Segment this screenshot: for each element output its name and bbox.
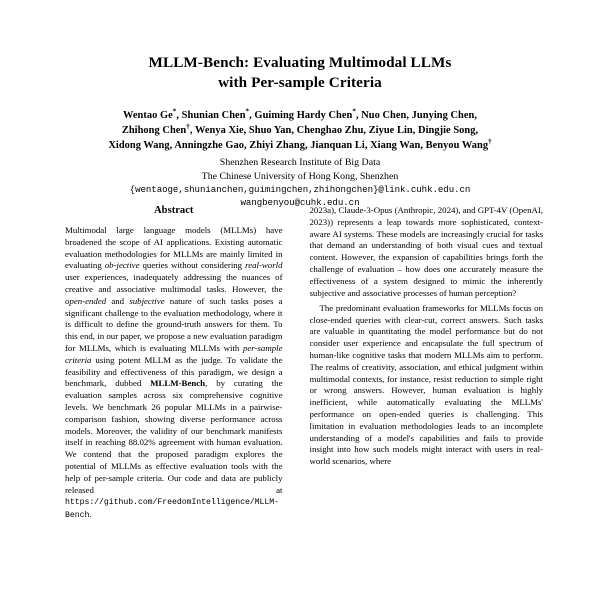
abstract-seg-1: Multimodal large language models (MLLMs) have broadened the scope of AI applications. Existing automatic evaluation methodologies for MLLMs are mainly limited in evaluating xyxy=(65,225,283,271)
author-list xyxy=(57,93,543,153)
author-marker-asterisk: * xyxy=(352,107,356,116)
intro-paragraph-1: 2023a), Claude-3-Opus (Anthropic, 2024), and GPT-4V (OpenAI, 2023)) represents a leap towards more sophisticated, context-aware AI systems. These models are increasingly crucial for tasks that demand an understanding of both visual cues and textual content. However, the expansion of capabilities brings forth the challenge of evaluation – how does one accurately measure the effectiveness of a system designed to mimic the inherently subjective and associative processes of human perception? xyxy=(309,205,543,298)
abstract-seg-4: and xyxy=(106,295,130,306)
author-marker-asterisk: * xyxy=(245,107,250,116)
abstract-seg-7: , by curating the evaluation samples across six comprehensive cognitive levels. We benchmark 26 popular MLLMs in a pairwise-comparison fashion, showing diverse performance across models. Moreover, the validity of our benchmark manifests itself in reaching 88.02% agreement with human evaluation. We contend that the proposed paradigm explores the potential of MLLMs as effective evaluation tools with the help of per-sample criteria. Our code and data are publicly released at xyxy=(65,378,283,495)
abstract-italic-3: open-ended xyxy=(65,295,107,306)
abstract-seg-6: using potent MLLM as the judge. To validate the feasibility and effectiveness of this paradigm, we design a benchmark, dubbed xyxy=(65,354,283,389)
email-line-2: wangbenyou@cuhk.edu.cn xyxy=(240,197,360,209)
abstract-italic-4: subjective xyxy=(129,295,165,306)
title-line-2: with Per-sample Criteria xyxy=(218,74,382,92)
author-marker-asterisk: * xyxy=(172,107,177,116)
abstract-italic-1: ob-jective xyxy=(104,260,140,271)
abstract-italic-2: real-world xyxy=(245,260,283,271)
author-line-2: Zhihong Chen†, Wenya Xie, Shuo Yan, Chenghao Zhu, Ziyue Lin, Dingjie Song, xyxy=(121,122,479,137)
page-title xyxy=(57,0,543,93)
abstract-seg-8: . xyxy=(89,509,92,520)
abstract-seg-2: queries without considering xyxy=(139,260,246,271)
abstract-seg-3: user experiences, inadequately addressing the nuances of creative and associative multimodal tasks. However, the xyxy=(65,272,283,294)
affiliation-block xyxy=(57,153,543,183)
author-marker-dagger: † xyxy=(186,122,190,131)
email-line-1: {wentaoge,shunianchen,guimingchen,zhihongchen}@link.cuhk.edu.cn xyxy=(129,184,471,196)
affiliation-line-1: Shenzhen Research Institute of Big Data xyxy=(219,157,381,169)
abstract-body xyxy=(65,225,283,522)
author-marker-dagger: † xyxy=(488,137,492,146)
right-column xyxy=(310,205,544,600)
title-line-1: MLLM-Bench: Evaluating Multimodal LLMs xyxy=(148,54,452,71)
author-line-1: Wentao Ge*, Shunian Chen*, Guiming Hardy Chen*, Nuo Chen, Junying Chen, xyxy=(122,107,478,122)
left-column xyxy=(57,205,291,600)
abstract-code-url[interactable]: https://github.com/FreedomIntelligence/MLLM-Bench xyxy=(65,498,279,521)
abstract-heading: Abstract xyxy=(154,205,194,216)
affiliation-line-2: The Chinese University of Hong Kong, Shenzhen xyxy=(201,170,399,182)
intro-paragraph-2: The predominant evaluation frameworks for MLLMs focus on close-ended queries with clear-cut, correct answers. Such tasks are valuable in quantitating the model performance but do not consider user experience and encapsulate the full spectrum of human-like cognitive tasks that modern MLLMs aim to perform. The realms of creativity, association, and ethical judgment within multimodal contexts, for instance, resist reduction to simple right or wrong answers. However, human evaluation is highly inefficient, while automatically evaluating the MLLMs' performance on open-ended queries is challenging. This limitation in evaluation methodologies leads to an incomplete understanding of a model's capabilities and fails to provide insight into how such models might interact with users in real-world scenarios, where xyxy=(309,302,543,467)
abstract-italic-5: per-sample criteria xyxy=(65,342,283,365)
abstract-bold-benchmark-name: MLLM-Bench xyxy=(150,378,206,389)
abstract-seg-5: nature of such tasks poses a significant challenge to the evaluation methodology, where it is difficult to define the ground-truth answers for them. To this end, in our paper, we propose a new evaluation paradigm for MLLMs, which is evaluating MLLMs with xyxy=(65,295,283,353)
body-columns xyxy=(57,205,543,600)
author-line-3: Xidong Wang, Anningzhe Gao, Zhiyi Zhang, Jianquan Li, Xiang Wan, Benyou Wang† xyxy=(108,137,492,152)
